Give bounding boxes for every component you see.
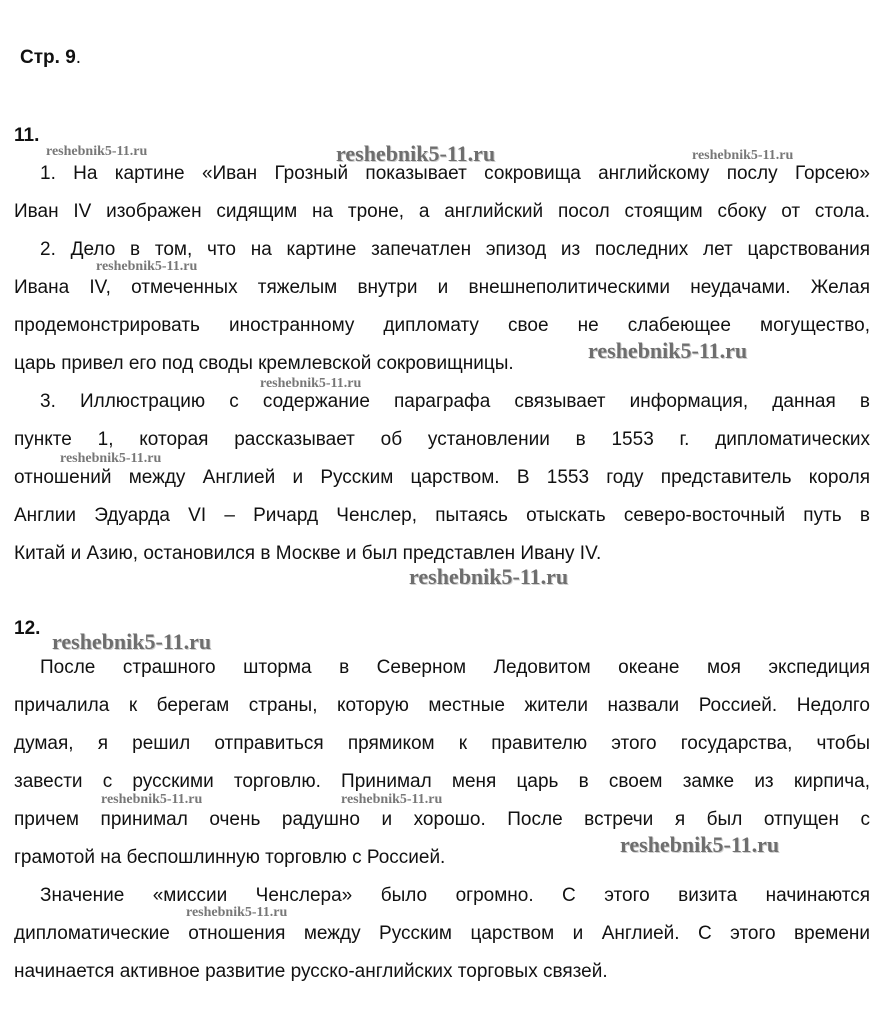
watermark: reshebnik5-11.ru (692, 148, 794, 163)
watermark: reshebnik5-11.ru (588, 338, 748, 363)
watermark: reshebnik5-11.ru (52, 629, 212, 654)
watermark: reshebnik5-11.ru (341, 792, 443, 807)
text-line: отношений между Англией и Русским царством. В 1553 году представитель короля (14, 467, 870, 488)
page-heading (20, 47, 81, 69)
text-line: 3. Иллюстрацию с содержание параграфа связывает информация, данная в (40, 391, 870, 412)
text-line: 1. На картине «Иван Грозный показывает сокровища английскому послу Горсею» (40, 163, 870, 184)
text-line: грамотой на беспошлинную торговлю с Россией. (14, 847, 446, 868)
text-line: Китай и Азию, остановился в Москве и был представлен Ивану IV. (14, 543, 602, 564)
watermark: reshebnik5-11.ru (260, 376, 362, 391)
text-line: продемонстрировать иностранному дипломату свое не слабеющее могущество, (14, 315, 870, 336)
watermark: reshebnik5-11.ru (46, 144, 148, 159)
task-number: 11. (14, 125, 40, 146)
watermark: reshebnik5-11.ru (336, 141, 496, 166)
text-line: причем принимал очень радушно и хорошо. После встречи я был отпущен с (14, 809, 870, 830)
text-line: дипломатические отношения между Русским царством и Англией. С этого времени (14, 923, 870, 944)
watermark: reshebnik5-11.ru (409, 564, 569, 589)
page-label: Стр. 9 (20, 47, 76, 68)
text-line: 2. Дело в том, что на картине запечатлен эпизод из последних лет царствования (40, 239, 870, 260)
watermark: reshebnik5-11.ru (101, 792, 203, 807)
watermark: reshebnik5-11.ru (186, 905, 288, 920)
text-line: начинается активное развитие русско-английских торговых связей. (14, 961, 608, 982)
watermark: reshebnik5-11.ru (60, 451, 162, 466)
text-line: царь привел его под своды кремлевской сокровищницы. (14, 353, 514, 374)
text-line: завести с русскими торговлю. Принимал меня царь в своем замке из кирпича, (14, 771, 870, 792)
text-line: пункте 1, которая рассказывает об установлении в 1553 г. дипломатических (14, 429, 870, 450)
page-label-dot: . (75, 47, 82, 68)
text-line: Ивана IV, отмеченных тяжелым внутри и внешнеполитическими неудачами. Желая (14, 277, 870, 298)
text-line: думая, я решил отправиться прямиком к правителю этого государства, чтобы (14, 733, 870, 754)
text-line: После страшного шторма в Северном Ледовитом океане моя экспедиция (40, 657, 870, 678)
watermark: reshebnik5-11.ru (620, 832, 780, 857)
text-line: Англии Эдуарда VI – Ричард Ченслер, пытаясь отыскать северо-восточный путь в (14, 505, 870, 526)
text-line: Иван IV изображен сидящим на троне, а английский посол стоящим сбоку от стола. (14, 201, 870, 222)
task-number: 12. (14, 618, 41, 639)
watermark: reshebnik5-11.ru (96, 259, 198, 274)
text-line: Значение «миссии Ченслера» было огромно. С этого визита начинаются (40, 885, 870, 906)
text-line: причалила к берегам страны, которую местные жители назвали Россией. Недолго (14, 695, 870, 716)
